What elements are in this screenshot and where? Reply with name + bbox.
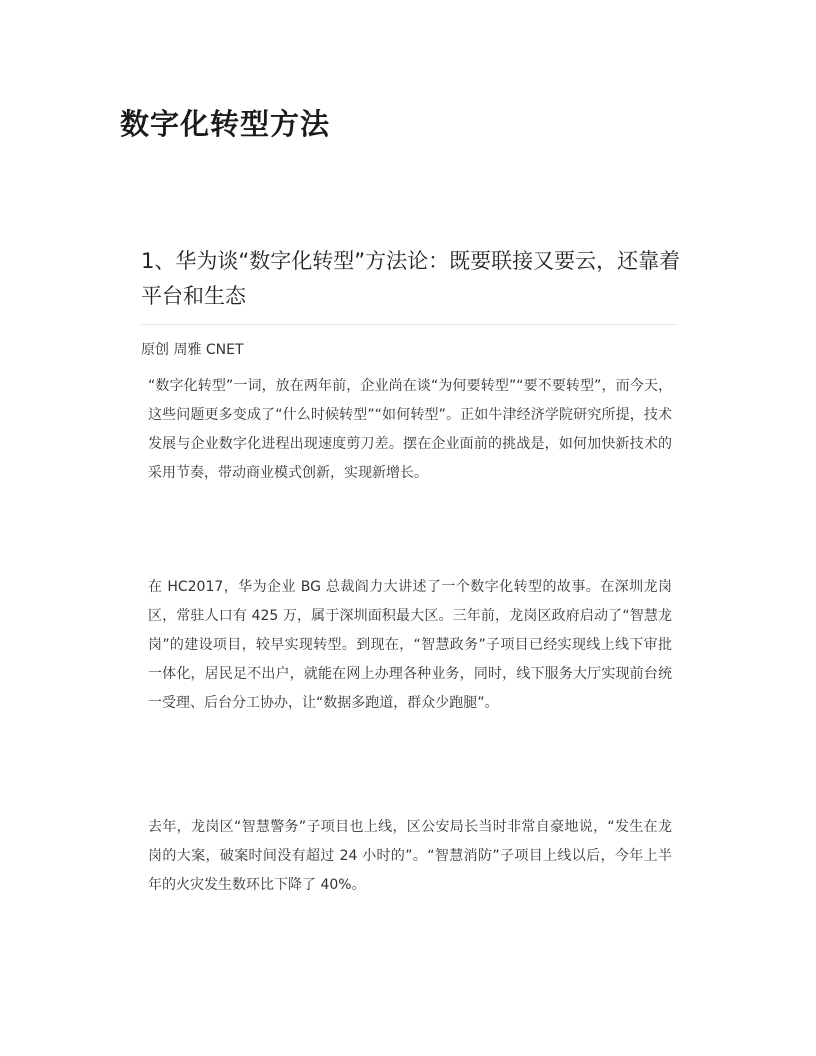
article-title: 1、华为谈“数字化转型”方法论：既要联接又要云，还靠着平台和生态 [141,249,681,308]
title-divider [141,324,677,325]
article-byline: 原创 周雅 CNET [141,342,244,358]
document-title: 数字化转型方法 [120,107,331,141]
article-paragraph-2: 在 HC2017，华为企业 BG 总裁阎力大讲述了一个数字化转型的故事。在深圳龙岗区，常驻人口有 425 万，属于深圳面积最大区。三年前，龙岗区政府启动了“智慧龙岗”的建设项目，较早实现转型。到现在，“智慧政务”子项目已经实现线上线下审批一体化，居民足不出户，就能在网上办理各种业务，同时，线下服务大厅实现前台统一受理、后台分工协办，让“数据多跑道，群众少跑腿”。 [148,579,672,711]
article-paragraph-3: 去年，龙岗区“智慧警务”子项目也上线，区公安局长当时非常自豪地说，“发生在龙岗的大案，破案时间没有超过 24 小时的”。“智慧消防”子项目上线以后，今年上半年的火灾发生数环比下降了 40%。 [148,819,672,893]
article-paragraph-1: “数字化转型”一词，放在两年前，企业尚在谈“为何要转型”“要不要转型”，而今天，这些问题更多变成了“什么时候转型”“如何转型”。正如牛津经济学院研究所提，技术发展与企业数字化进程出现速度剪刀差。摆在企业面前的挑战是，如何加快新技术的采用节奏，带动商业模式创新，实现新增长。 [148,378,672,481]
